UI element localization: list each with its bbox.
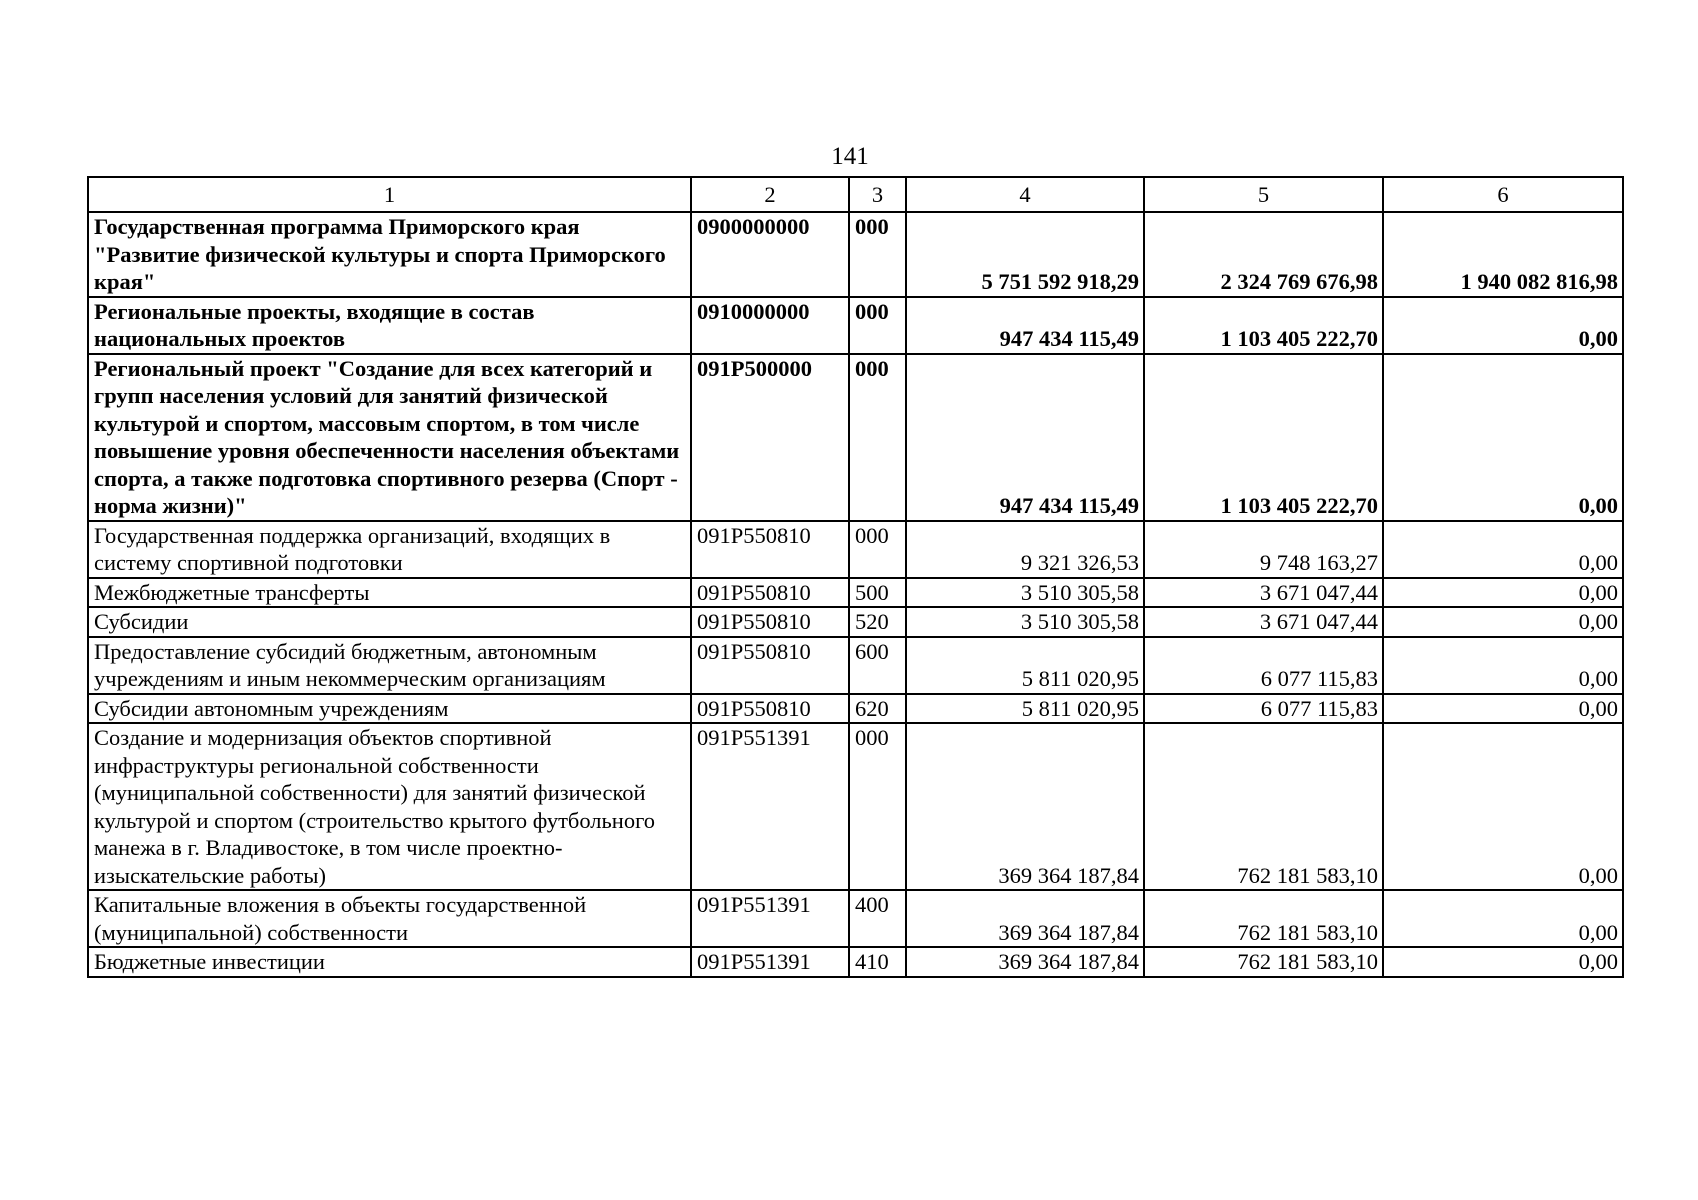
row-value-5: 6 077 115,83 — [1144, 637, 1383, 694]
row-value-6: 0,00 — [1383, 607, 1623, 637]
row-value-5: 3 671 047,44 — [1144, 607, 1383, 637]
table-row — [88, 723, 1623, 890]
row-name: Капитальные вложения в объекты государственной (муниципальной) собственности — [88, 890, 691, 947]
row-code: 0910000000 — [691, 297, 849, 354]
table-row — [88, 890, 1623, 947]
row-type: 620 — [849, 694, 906, 724]
table-row — [88, 578, 1623, 608]
row-value-4: 947 434 115,49 — [906, 354, 1144, 521]
row-value-5: 9 748 163,27 — [1144, 521, 1383, 578]
table-row — [88, 947, 1623, 977]
column-header: 4 — [906, 177, 1144, 212]
row-code: 091P551391 — [691, 723, 849, 890]
row-value-5: 1 103 405 222,70 — [1144, 297, 1383, 354]
row-name: Государственная поддержка организаций, входящих в систему спортивной подготовки — [88, 521, 691, 578]
row-value-6: 0,00 — [1383, 694, 1623, 724]
row-code: 091P550810 — [691, 637, 849, 694]
row-code: 091P550810 — [691, 694, 849, 724]
row-value-4: 3 510 305,58 — [906, 578, 1144, 608]
row-value-5: 2 324 769 676,98 — [1144, 212, 1383, 297]
row-value-4: 9 321 326,53 — [906, 521, 1144, 578]
table-row — [88, 354, 1623, 521]
row-value-5: 762 181 583,10 — [1144, 947, 1383, 977]
row-code: 091P500000 — [691, 354, 849, 521]
column-header: 5 — [1144, 177, 1383, 212]
column-header: 2 — [691, 177, 849, 212]
column-header: 1 — [88, 177, 691, 212]
row-name: Субсидии автономным учреждениям — [88, 694, 691, 724]
row-name: Бюджетные инвестиции — [88, 947, 691, 977]
row-value-6: 0,00 — [1383, 354, 1623, 521]
row-code: 091P550810 — [691, 578, 849, 608]
row-type: 600 — [849, 637, 906, 694]
row-value-4: 369 364 187,84 — [906, 723, 1144, 890]
row-name: Региональный проект "Создание для всех категорий и групп населения условий для занятий физической культурой и спортом, массовым спортом, в том числе повышение уровня обеспеченности населения объектами спорта, а также подготовка спортивного резерва (Спорт - норма жизни)" — [88, 354, 691, 521]
row-value-6: 0,00 — [1383, 890, 1623, 947]
row-name: Предоставление субсидий бюджетным, автономным учреждениям и иным некоммерческим организациям — [88, 637, 691, 694]
row-value-4: 369 364 187,84 — [906, 947, 1144, 977]
row-value-5: 6 077 115,83 — [1144, 694, 1383, 724]
row-type: 000 — [849, 212, 906, 297]
row-value-6: 0,00 — [1383, 578, 1623, 608]
row-type: 400 — [849, 890, 906, 947]
row-value-6: 0,00 — [1383, 723, 1623, 890]
row-value-5: 1 103 405 222,70 — [1144, 354, 1383, 521]
row-type: 000 — [849, 354, 906, 521]
table-row — [88, 637, 1623, 694]
table-row — [88, 694, 1623, 724]
row-value-4: 5 811 020,95 — [906, 694, 1144, 724]
row-value-6: 0,00 — [1383, 637, 1623, 694]
column-header: 3 — [849, 177, 906, 212]
row-value-6: 0,00 — [1383, 297, 1623, 354]
row-value-4: 5 811 020,95 — [906, 637, 1144, 694]
row-value-5: 3 671 047,44 — [1144, 578, 1383, 608]
row-type: 000 — [849, 723, 906, 890]
page-number: 141 — [831, 143, 869, 170]
row-type: 520 — [849, 607, 906, 637]
row-name: Государственная программа Приморского края "Развитие физической культуры и спорта Приморского края" — [88, 212, 691, 297]
row-type: 410 — [849, 947, 906, 977]
row-type: 000 — [849, 297, 906, 354]
column-header: 6 — [1383, 177, 1623, 212]
table-row — [88, 297, 1623, 354]
row-code: 091P550810 — [691, 521, 849, 578]
row-type: 000 — [849, 521, 906, 578]
row-name: Создание и модернизация объектов спортивной инфраструктуры региональной собственности (муниципальной собственности) для занятий физической культурой и спортом (строительство крытого футбольного манежа в г. Владивостоке, в том числе проектно-изыскательские работы) — [88, 723, 691, 890]
row-value-4: 369 364 187,84 — [906, 890, 1144, 947]
row-code: 091P550810 — [691, 607, 849, 637]
row-value-5: 762 181 583,10 — [1144, 890, 1383, 947]
table-header-row — [88, 177, 1623, 212]
row-code: 091P551391 — [691, 947, 849, 977]
table-row — [88, 607, 1623, 637]
row-value-4: 3 510 305,58 — [906, 607, 1144, 637]
row-type: 500 — [849, 578, 906, 608]
row-value-4: 5 751 592 918,29 — [906, 212, 1144, 297]
row-value-6: 0,00 — [1383, 521, 1623, 578]
table-row — [88, 212, 1623, 297]
row-name: Субсидии — [88, 607, 691, 637]
row-value-5: 762 181 583,10 — [1144, 723, 1383, 890]
budget-table — [87, 176, 1624, 978]
row-value-6: 0,00 — [1383, 947, 1623, 977]
row-code: 091P551391 — [691, 890, 849, 947]
table-row — [88, 521, 1623, 578]
row-value-6: 1 940 082 816,98 — [1383, 212, 1623, 297]
row-code: 0900000000 — [691, 212, 849, 297]
row-name: Региональные проекты, входящие в состав национальных проектов — [88, 297, 691, 354]
row-name: Межбюджетные трансферты — [88, 578, 691, 608]
row-value-4: 947 434 115,49 — [906, 297, 1144, 354]
